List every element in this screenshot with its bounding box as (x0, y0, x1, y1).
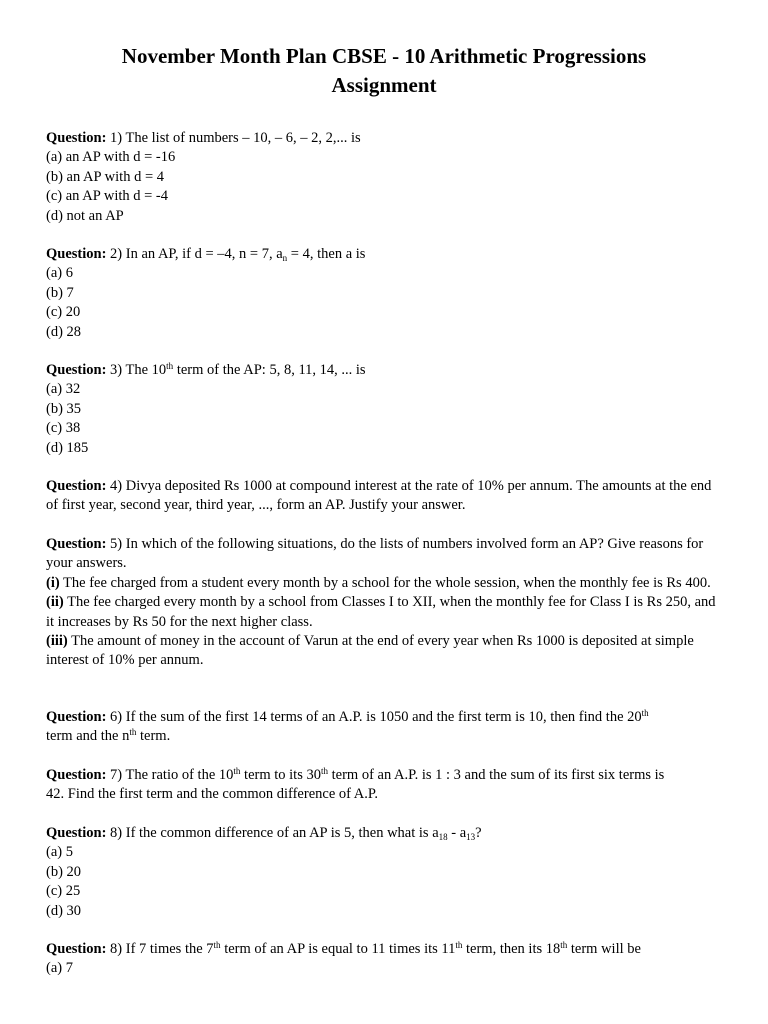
question-8-option-d: (d) 30 (46, 902, 82, 919)
question-9-text: term will be (567, 941, 641, 957)
question-7-text: 7) The ratio of the 10 (110, 767, 234, 783)
question-9-text: term of an AP is equal to 11 times its 11 (220, 941, 456, 957)
question-7-text: term of an A.P. is 1 : 3 and the sum of its first six terms is (328, 767, 665, 783)
question-label: Question: (46, 767, 107, 783)
question-6 (46, 708, 722, 747)
question-8-text: - a (447, 825, 467, 841)
question-8-subscript: 18 (438, 832, 448, 842)
question-8-text: 8) If the common difference of an AP is 5, then what is a (110, 825, 439, 841)
question-3-option-a: (a) 32 (46, 381, 81, 398)
question-4 (46, 477, 722, 516)
part-text: The fee charged every month by a school from Classes I to XII, when the monthly fee for Class I is Rs 250, and it increases by Rs 50 for the next higher class. (46, 594, 716, 630)
question-6-text: term and the n (46, 728, 130, 745)
question-3-option-b: (b) 35 (46, 400, 82, 417)
question-label: Question: (46, 941, 107, 957)
question-1-option-b: (b) an AP with d = 4 (46, 168, 164, 185)
question-6-superscript: th (129, 727, 137, 738)
question-2-stem-part: 2) In an AP, if d = –4, n = 7, a (110, 246, 283, 262)
part-label: (iii) (46, 633, 68, 650)
question-3-stem (110, 362, 366, 378)
question-5 (46, 535, 722, 671)
title-line-2: Assignment (331, 73, 437, 97)
question-2-stem-part: = 4, then a is (287, 246, 366, 262)
part-label: (i) (46, 574, 60, 591)
question-1-stem: 1) The list of numbers – 10, – 6, – 2, 2,... is (110, 130, 361, 146)
question-7-superscript: th (320, 766, 328, 776)
question-2-subscript: n (282, 253, 288, 263)
question-8-option-c: (c) 25 (46, 883, 81, 900)
question-8 (46, 824, 722, 921)
question-2-option-b: (b) 7 (46, 284, 74, 301)
part-label: (ii) (46, 594, 64, 611)
question-9-text: 8) If 7 times the 7 (110, 941, 214, 957)
document-title (40, 42, 728, 100)
question-5-stem: 5) In which of the following situations, do the lists of numbers involved form an AP? Give reasons for your answers. (46, 536, 704, 572)
question-label: Question: (46, 362, 107, 378)
question-label: Question: (46, 130, 107, 146)
question-2-option-d: (d) 28 (46, 323, 82, 340)
question-2-option-a: (a) 6 (46, 265, 73, 282)
question-2-option-c: (c) 20 (46, 304, 81, 321)
question-8-subscript: 13 (466, 832, 476, 842)
question-9 (46, 940, 722, 979)
question-3-stem-part: term of the AP: 5, 8, 11, 14, ... is (173, 362, 366, 378)
question-5-part-ii (46, 593, 722, 632)
part-text: The fee charged from a student every month by a school for the whole session, when the monthly fee is Rs 400. (59, 574, 711, 591)
question-label: Question: (46, 709, 107, 725)
question-6-text: 6) If the sum of the first 14 terms of an A.P. is 1050 and the first term is 10, then find the 20 (110, 709, 642, 725)
question-1-option-a: (a) an AP with d = -16 (46, 149, 176, 166)
question-1 (46, 129, 722, 226)
question-1-option-d: (d) not an AP (46, 207, 124, 224)
question-9-text: term, then its 18 (462, 941, 561, 957)
question-7 (46, 766, 722, 805)
question-label: Question: (46, 246, 107, 262)
question-2-stem (110, 246, 365, 262)
question-9-superscript: th (560, 940, 568, 950)
question-3-option-c: (c) 38 (46, 420, 81, 437)
question-7-superscript: th (233, 766, 241, 776)
question-5-part-iii (46, 632, 722, 671)
question-7-text: term to its 30 (240, 767, 321, 783)
question-3-stem-part: 3) The 10 (110, 362, 167, 378)
question-9-option-a: (a) 7 (46, 960, 73, 977)
question-1-option-c: (c) an AP with d = -4 (46, 188, 169, 205)
question-2 (46, 245, 722, 342)
question-label: Question: (46, 825, 107, 841)
question-9-superscript: th (213, 940, 221, 950)
question-3 (46, 361, 722, 458)
question-3-option-d: (d) 185 (46, 439, 89, 456)
question-4-text: 4) Divya deposited Rs 1000 at compound interest at the rate of 10% per annum. The amounts at the end of first year, second year, third year, ..., form an AP. Justify your answer. (46, 478, 712, 514)
question-label: Question: (46, 478, 107, 494)
question-8-text: ? (475, 825, 482, 841)
question-9-superscript: th (455, 940, 463, 950)
question-6-superscript: th (641, 708, 649, 718)
part-text: The amount of money in the account of Varun at the end of every year when Rs 1000 is deposited at simple interest of 10% per annum. (46, 633, 694, 669)
title-line-1: November Month Plan CBSE - 10 Arithmetic Progressions (121, 44, 647, 68)
question-7-text: 42. Find the first term and the common difference of A.P. (46, 786, 378, 803)
question-8-option-a: (a) 5 (46, 844, 73, 861)
question-8-option-b: (b) 20 (46, 863, 82, 880)
question-5-part-i (46, 574, 722, 593)
question-3-superscript: th (166, 361, 174, 371)
question-label: Question: (46, 536, 107, 552)
question-6-text: term. (136, 728, 171, 745)
